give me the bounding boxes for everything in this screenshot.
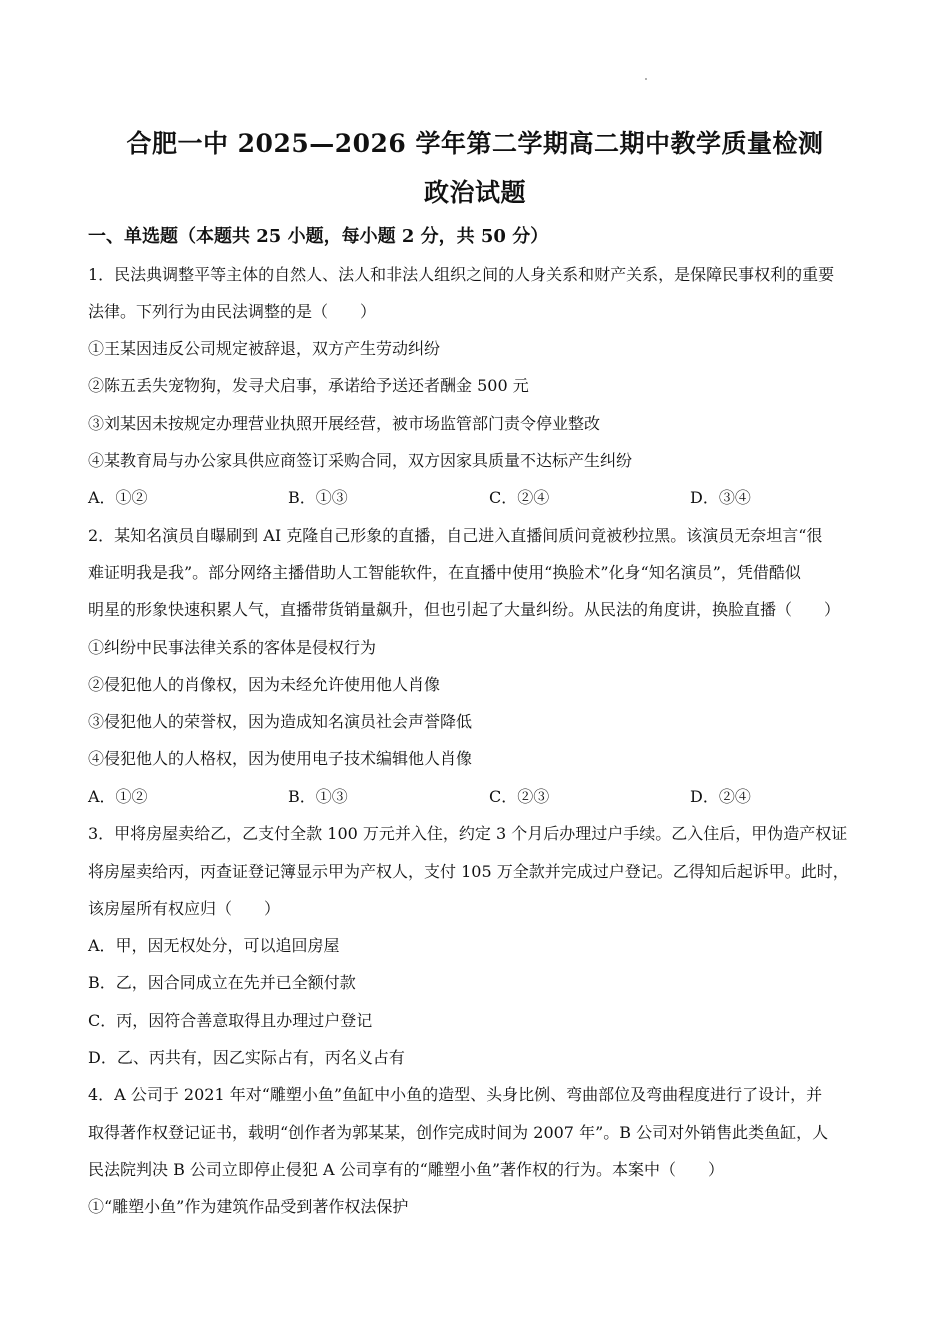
q3-stem-line-1: 3．甲将房屋卖给乙，乙支付全款 100 万元并入住，约定 3 个月后办理过户手续。乙入住后，甲伪造产权证 <box>88 824 848 843</box>
q1-stem-line-1: 1．民法典调整平等主体的自然人、法人和非法人组织之间的人身关系和财产关系，是保障民事权利的重要 <box>88 265 835 284</box>
q2-stem-line-1: 2．某知名演员自曝刷到 AI 克隆自己形象的直播，自己进入直播间质问竟被秒拉黑。该演员无奈坦言“很 <box>88 526 823 545</box>
q2-stem-line-3: 明星的形象快速积累人气，直播带货销量飙升，但也引起了大量纠纷。从民法的角度讲，换脸直播（ ） <box>88 600 841 619</box>
q3-stem-line-2: 将房屋卖给丙，丙查证登记簿显示甲为产权人，支付 105 万全款并完成过户登记。乙得知后起诉甲。此时， <box>88 862 849 881</box>
q4-stem-line-3: 民法院判决 B 公司立即停止侵犯 A 公司享有的“雕塑小鱼”著作权的行为。本案中（ ） <box>88 1160 725 1179</box>
q2-item-1: ①纠纷中民事法律关系的客体是侵权行为 <box>88 638 377 657</box>
q3-option-b[interactable]: B．乙，因合同成立在先并已全额付款 <box>88 973 356 992</box>
exam-title: 合肥一中 2025—2026 学年第二学期高二期中教学质量检测 <box>126 129 824 158</box>
section-heading: 一、单选题（本题共 25 小题，每小题 2 分，共 50 分） <box>88 226 549 247</box>
q1-option-d[interactable]: D．③④ <box>690 488 751 507</box>
exam-subtitle: 政治试题 <box>423 178 526 207</box>
q2-stem-line-2: 难证明我是我”。部分网络主播借助人工智能软件，在直播中使用“换脸术”化身“知名演员”，凭借酷似 <box>88 563 801 582</box>
q1-item-2: ②陈五丢失宠物狗，发寻犬启事，承诺给予送还者酬金 500 元 <box>88 376 529 395</box>
q1-item-1: ①王某因违反公司规定被辞退，双方产生劳动纠纷 <box>88 339 441 358</box>
q2-option-c[interactable]: C．②③ <box>489 787 550 806</box>
q2-item-3: ③侵犯他人的荣誉权，因为造成知名演员社会声誉降低 <box>88 712 473 731</box>
q4-item-1: ①“雕塑小鱼”作为建筑作品受到著作权法保护 <box>88 1197 409 1216</box>
q3-option-c[interactable]: C．丙，因符合善意取得且办理过户登记 <box>88 1011 373 1030</box>
q1-option-a[interactable]: A．①② <box>88 488 148 507</box>
q3-option-d[interactable]: D．乙、丙共有，因乙实际占有，丙名义占有 <box>88 1048 405 1067</box>
q1-item-4: ④某教育局与办公家具供应商签订采购合同，双方因家具质量不达标产生纠纷 <box>88 451 633 470</box>
q1-option-b[interactable]: B．①③ <box>288 488 348 507</box>
q2-option-d[interactable]: D．②④ <box>690 787 751 806</box>
q2-item-4: ④侵犯他人的人格权，因为使用电子技术编辑他人肖像 <box>88 749 473 768</box>
q3-stem-line-3: 该房屋所有权应归（ ） <box>88 899 281 918</box>
scan-dot <box>645 78 647 80</box>
q2-option-b[interactable]: B．①③ <box>288 787 348 806</box>
q4-stem-line-2: 取得著作权登记证书，载明“创作者为郭某某，创作完成时间为 2007 年”。B 公司对外销售此类鱼缸，人 <box>88 1123 829 1142</box>
q1-option-c[interactable]: C．②④ <box>489 488 550 507</box>
q1-item-3: ③刘某因未按规定办理营业执照开展经营，被市场监管部门责令停业整改 <box>88 414 601 433</box>
q4-stem-line-1: 4．A 公司于 2021 年对“雕塑小鱼”鱼缸中小鱼的造型、头身比例、弯曲部位及弯曲程度进行了设计，并 <box>88 1085 823 1104</box>
q2-item-2: ②侵犯他人的肖像权，因为未经允许使用他人肖像 <box>88 675 441 694</box>
q3-option-a[interactable]: A．甲，因无权处分，可以追回房屋 <box>88 936 340 955</box>
q1-stem-line-2: 法律。下列行为由民法调整的是（ ） <box>88 302 377 321</box>
q2-option-a[interactable]: A．①② <box>88 787 148 806</box>
